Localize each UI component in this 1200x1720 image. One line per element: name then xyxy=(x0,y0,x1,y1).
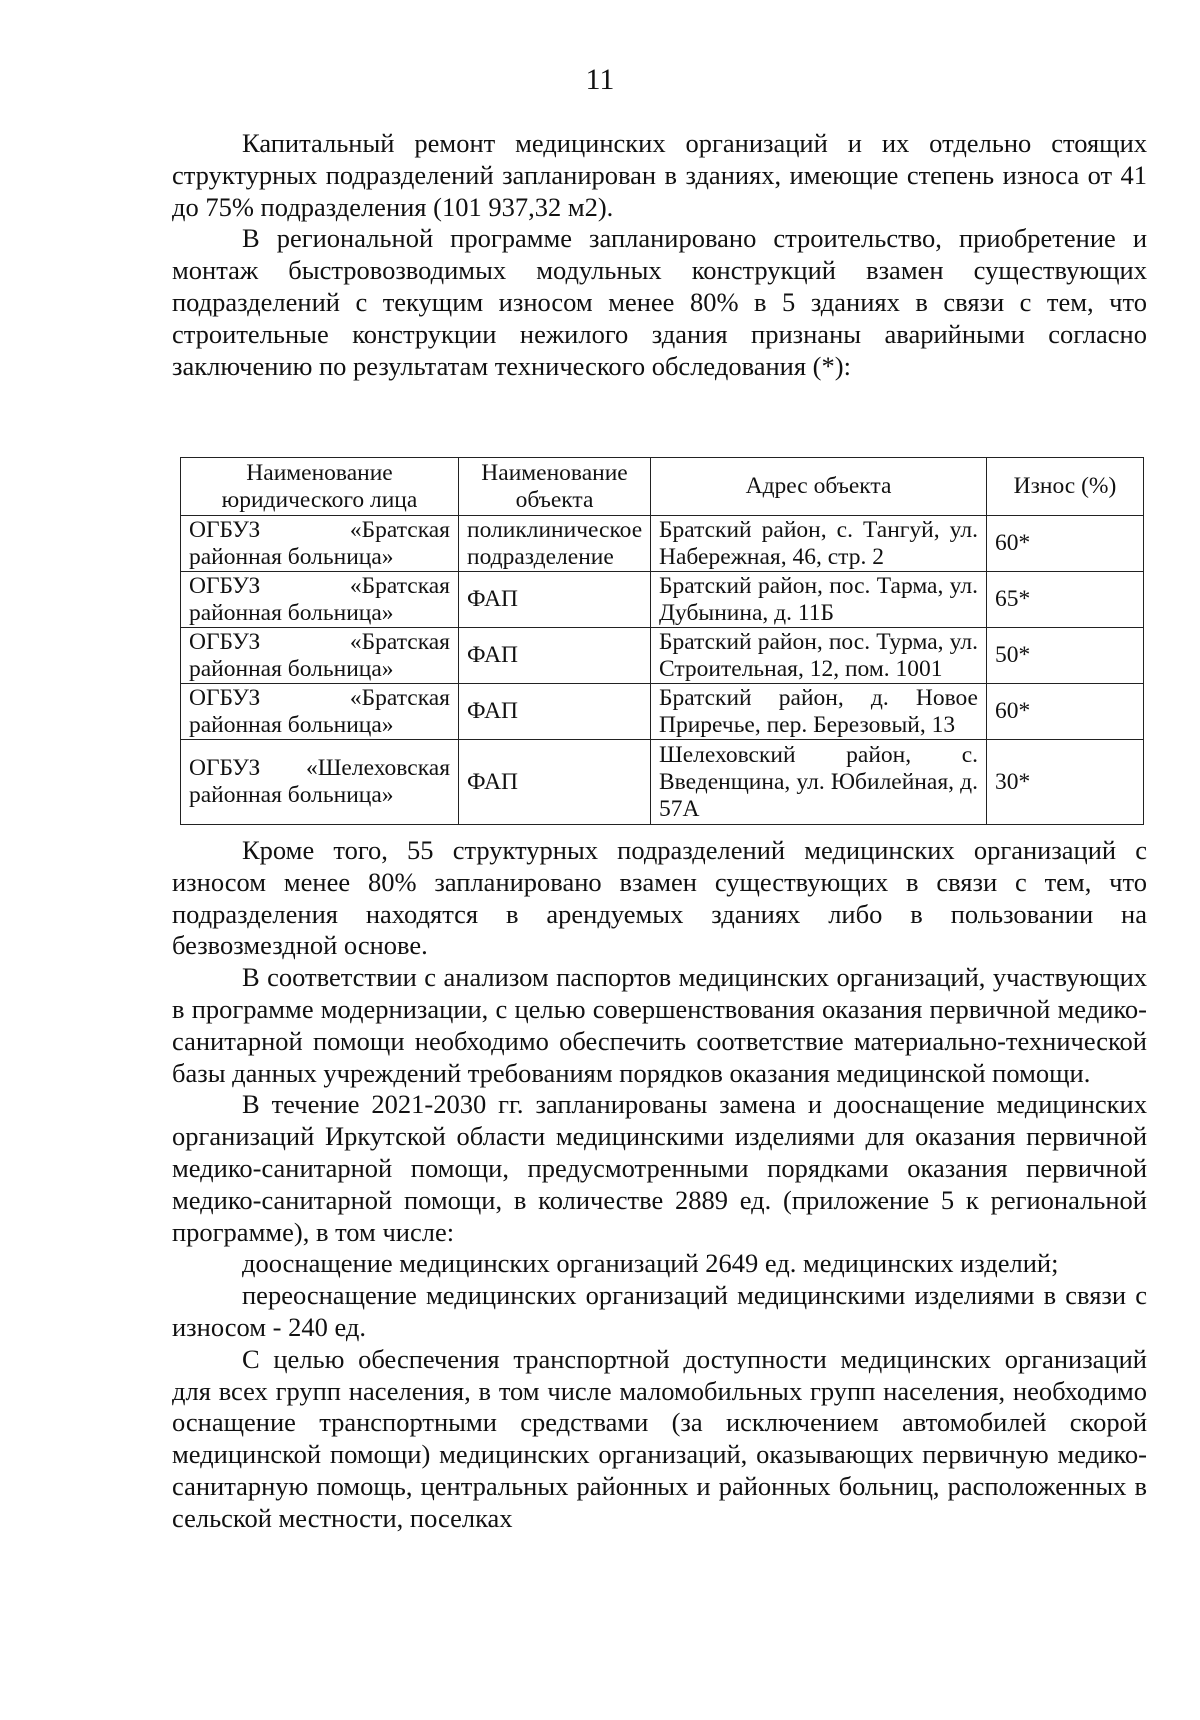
org-prefix: ОГБУЗ xyxy=(189,572,261,599)
cell-org xyxy=(181,740,459,825)
table-row xyxy=(181,516,1144,572)
cell-org xyxy=(181,628,459,684)
cell-object: ФАП xyxy=(459,740,651,825)
header-address: Адрес объекта xyxy=(651,458,987,516)
org-name: «Братская xyxy=(349,628,450,655)
paragraph-re-equipment: переоснащение медицинских организаций медицинскими изделиями в связи с износом - 240 ед. xyxy=(172,1280,1147,1342)
org-prefix: ОГБУЗ xyxy=(189,516,261,543)
cell-wear: 60* xyxy=(987,516,1144,572)
paragraph-capital-repair: Капитальный ремонт медицинских организаций и их отдельно стоящих структурных подразделений запланирован в зданиях, имеющие степень износа от 41 до 75% подразделения (101 937,32 м2). xyxy=(172,128,1147,222)
table-row xyxy=(181,740,1144,825)
paragraph-modular-construction: В региональной программе запланировано строительство, приобретение и монтаж быстровозводимых модульных конструкций взамен существующих подразделений с текущим износом менее 80% в 5 зданиях в связи с тем, что строительные конструкции нежилого здания признаны аварийными согласно заключению по результатам технического обследования (*): xyxy=(172,223,1147,381)
table-row xyxy=(181,572,1144,628)
org-rest: районная больница» xyxy=(189,599,394,626)
header-object-name: Наименование объекта xyxy=(459,458,651,516)
header-legal-entity: Наименование юридического лица xyxy=(181,458,459,516)
cell-object: поликлиническое подразделение xyxy=(459,516,651,572)
paragraph-additional-equipment: дооснащение медицинских организаций 2649 ед. медицинских изделий; xyxy=(242,1248,1059,1279)
cell-wear: 50* xyxy=(987,628,1144,684)
org-rest: районная больница» xyxy=(189,711,394,738)
org-name: «Братская xyxy=(349,572,450,599)
org-rest: районная больница» xyxy=(189,782,394,808)
cell-object: ФАП xyxy=(459,572,651,628)
cell-org xyxy=(181,572,459,628)
org-prefix: ОГБУЗ xyxy=(189,628,261,655)
table-row xyxy=(181,628,1144,684)
intro-text xyxy=(172,128,1147,382)
objects-table xyxy=(180,457,1144,825)
cell-org xyxy=(181,516,459,572)
cell-org xyxy=(181,684,459,740)
org-name: «Братская xyxy=(349,516,450,543)
cell-address: Братский район, д. Новое Приречье, пер. Березовый, 13 xyxy=(651,684,987,740)
cell-wear: 30* xyxy=(987,740,1144,825)
cell-wear: 65* xyxy=(987,572,1144,628)
org-prefix: ОГБУЗ xyxy=(189,755,261,781)
org-rest: районная больница» xyxy=(189,543,394,570)
org-rest: районная больница» xyxy=(189,655,394,682)
org-name: «Братская xyxy=(349,684,450,711)
cell-address: Братский район, пос. Тарма, ул. Дубынина, д. 11Б xyxy=(651,572,987,628)
paragraph-passport-analysis: В соответствии с анализом паспортов медицинских организаций, участвующих в программе модернизации, с целью совершенствования оказания первичной медико-санитарной помощи необходимо обеспечить соответствие материально-технической базы данных учреждений требованиям порядков оказания медицинской помощи. xyxy=(172,962,1147,1088)
table-row xyxy=(181,684,1144,740)
body-text xyxy=(172,835,1147,1535)
paragraph-equipment-plan: В течение 2021-2030 гг. запланированы замена и дооснащение медицинских организаций Иркутской области медицинскими изделиями для оказания первичной медико-санитарной помощи, предусмотренными порядками оказания первичной медико-санитарной помощи, в количестве 2889 ед. (приложение 5 к региональной программе), в том числе: xyxy=(172,1089,1147,1247)
cell-object: ФАП xyxy=(459,684,651,740)
header-wear: Износ (%) xyxy=(987,458,1144,516)
cell-object: ФАП xyxy=(459,628,651,684)
cell-address: Братский район, пос. Турма, ул. Строительная, 12, пом. 1001 xyxy=(651,628,987,684)
paragraph-transport: С целью обеспечения транспортной доступности медицинских организаций для всех групп населения, в том числе маломобильных групп населения, необходимо оснащение транспортными средствами (за исключением автомобилей скорой медицинской помощи) медицинских организаций, оказывающих первичную медико-санитарную помощь, центральных районных и районных больниц, расположенных в сельской местности, поселках xyxy=(172,1343,1147,1533)
table-header-row xyxy=(181,458,1144,516)
page-number: 11 xyxy=(585,63,615,96)
paragraph-structural-units: Кроме того, 55 структурных подразделений медицинских организаций с износом менее 80% запланировано взамен существующих в связи с тем, что подразделения находятся в арендуемых зданиях либо в пользовании на безвозмездной основе. xyxy=(172,835,1147,961)
cell-address: Шелеховский район, с. Введенщина, ул. Юбилейная, д. 57А xyxy=(651,740,987,825)
org-prefix: ОГБУЗ xyxy=(189,684,261,711)
org-name: «Шелеховская xyxy=(305,755,450,781)
cell-wear: 60* xyxy=(987,684,1144,740)
cell-address: Братский район, с. Тангуй, ул. Набережная, 46, стр. 2 xyxy=(651,516,987,572)
